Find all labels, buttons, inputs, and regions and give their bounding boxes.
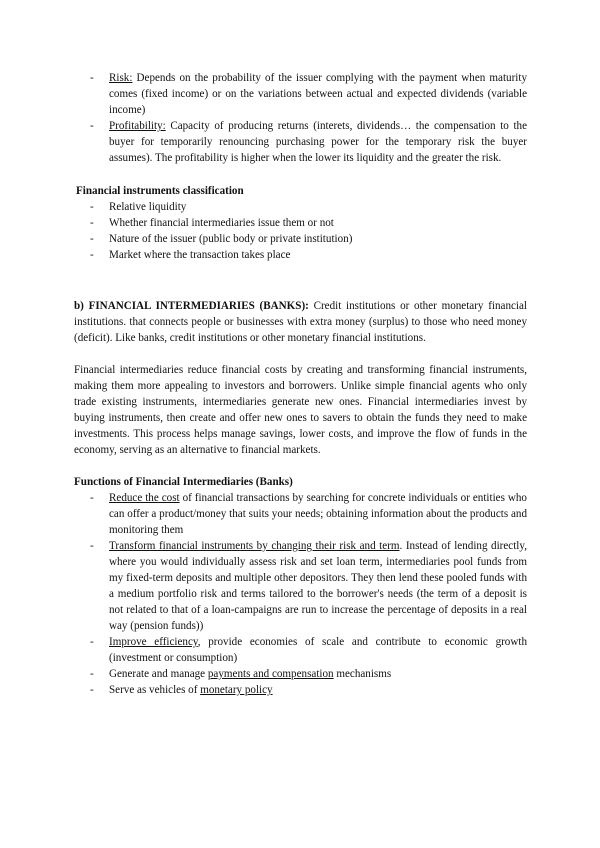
term-risk: Risk: — [109, 72, 133, 84]
classification-heading: Financial instruments classification — [76, 185, 244, 197]
list-item-monetary-policy — [74, 682, 527, 698]
list-item-risk — [74, 70, 527, 118]
list-item: - Market where the transaction takes place — [74, 247, 527, 263]
list-item: - Relative liquidity — [74, 199, 527, 215]
list-item: - Nature of the issuer (public body or private institution) — [74, 231, 527, 247]
section-b-definition: Credit institutions or other monetary financial institutions. that connects people or businesses with extra money (surplus) to those who need money (deficit). Like banks, credit institutions or other monetary financial institutions. — [74, 300, 527, 344]
list-item: - Whether financial intermediaries issue them or not — [74, 215, 527, 231]
payments-post: mechanisms — [333, 668, 392, 680]
efficiency-description: , provide economies of scale and contribute to economic growth (investment or consumption) — [109, 636, 527, 664]
risk-profitability-list — [74, 70, 527, 166]
reduce-cost-description: of financial transactions by searching for concrete individuals or entities who can offer a product/money that suits your needs; obtaining information about the products and monitoring them — [109, 492, 527, 536]
list-item-payments — [74, 666, 527, 682]
profitability-description: Capacity of producing returns (interets, dividends… the compensation to the buyer for temporarily renouncing purchasing power for the temporary risk the buyer assumes). The profitability is higher when the lower its liquidity and the greater the risk. — [109, 120, 527, 164]
monetary-pre: Serve as vehicles of — [109, 684, 201, 696]
term-transform: Transform financial instruments by changing their risk and term — [109, 540, 400, 552]
term-payments: payments and compensation — [207, 668, 334, 680]
term-profitability: Profitability: — [109, 120, 166, 132]
list-item-transform — [74, 538, 527, 634]
payments-pre: Generate and manage — [109, 668, 208, 680]
functions-list — [74, 490, 527, 698]
functions-heading: Functions of Financial Intermediaries (Banks) — [74, 476, 293, 488]
term-reduce-cost: Reduce the cost — [109, 492, 180, 504]
section-b-paragraph: Financial intermediaries reduce financial costs by creating and transforming financial instruments, making them more appealing to investors and borrowers. Unlike simple financial agents who only trade existing instruments, intermediaries generate new ones. Financial intermediaries invest by buying instruments, then create and offer new ones to savers to obtain the funds they need to make investments. This process helps manage savings, lower costs, and improve the flow of funds in the economy, serving as an alternative to financial markets. — [74, 364, 527, 456]
list-item-profitability — [74, 118, 527, 166]
section-b-intro — [74, 298, 527, 346]
term-monetary-policy: monetary policy — [200, 684, 273, 696]
risk-description: Depends on the probability of the issuer complying with the payment when maturity comes (fixed income) or on the variations between actual and expected dividends (variable income) — [109, 72, 527, 116]
section-b-title: b) FINANCIAL INTERMEDIARIES (BANKS): — [74, 300, 309, 312]
list-item-efficiency — [74, 634, 527, 666]
list-item-reduce-cost — [74, 490, 527, 538]
term-efficiency: Improve efficiency — [109, 636, 198, 648]
transform-description: . Instead of lending directly, where you would individually assess risk and set loan term, intermediaries pool funds from my fixed-term deposits and multiple other depositors. They then lend these pooled funds with a medium portfolio risk and terms tailored to the borrower's needs (the term of a deposit is not related to that of a loan-campaigns are run to increase the percentage of deposits in a real way (pension funds)) — [109, 540, 527, 632]
classification-list — [74, 199, 527, 263]
